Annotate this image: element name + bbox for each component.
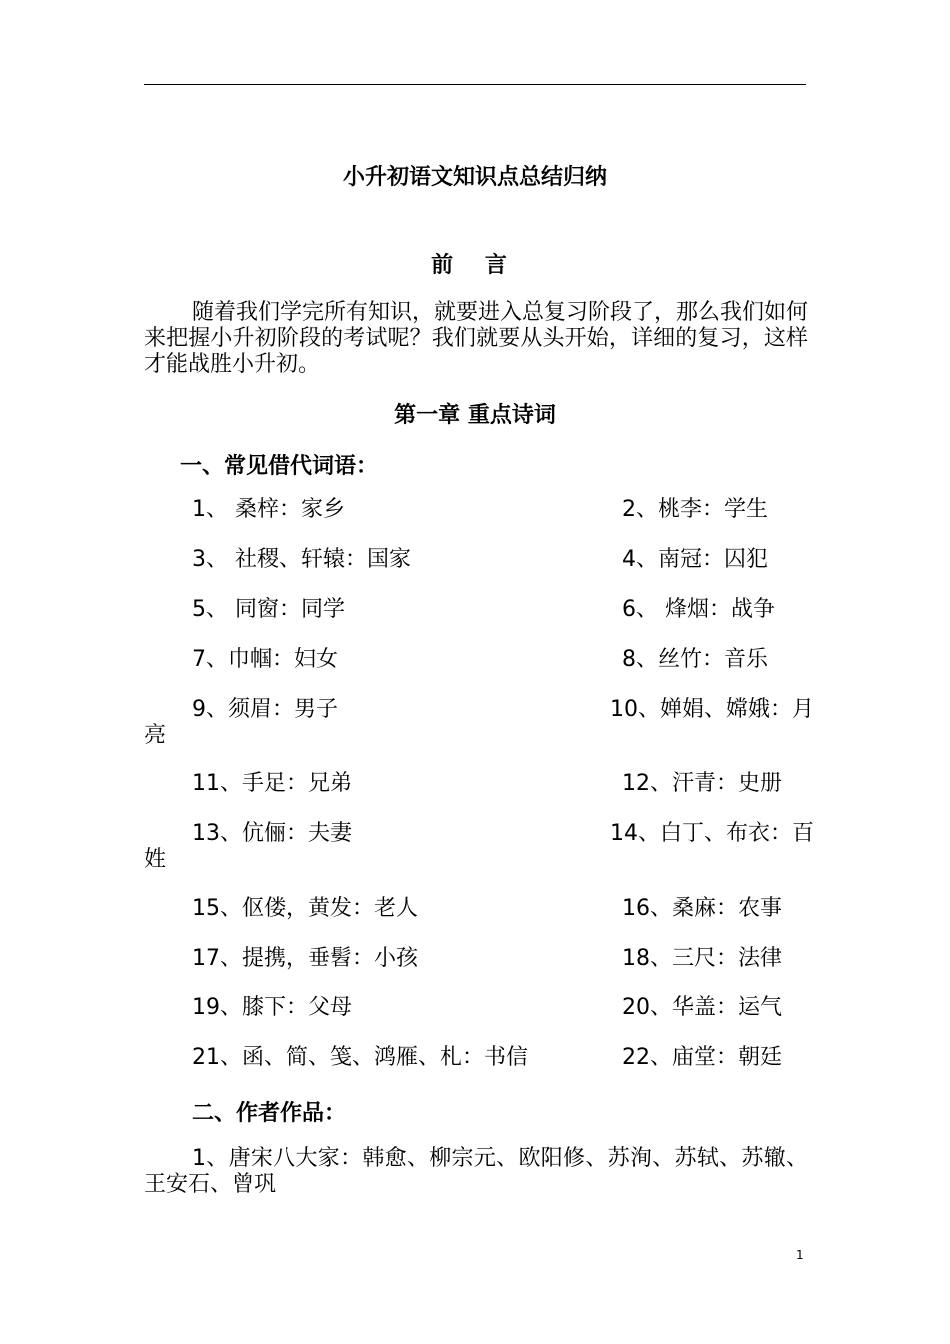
term-item: 19、膝下：父母: [192, 995, 352, 1020]
term-item: 13、伉俪：夫妻: [192, 821, 352, 846]
document-title: 小升初语文知识点总结归纳: [342, 165, 607, 190]
term-item-continuation: 姓: [144, 847, 167, 872]
term-item: 16、桑麻：农事: [622, 896, 782, 921]
section-heading-authors: 二、作者作品：: [192, 1101, 347, 1126]
preface-heading: 前 言: [431, 253, 519, 278]
term-item: 21、函、简、笺、鸿雁、札：书信: [192, 1045, 528, 1070]
term-item: 1、 桑梓：家乡: [192, 497, 345, 522]
term-item: 8、丝竹：音乐: [622, 647, 768, 672]
page-number: 1: [796, 1248, 804, 1262]
term-item-continuation: 亮: [144, 723, 167, 748]
term-item: 20、华盖：运气: [622, 995, 782, 1020]
term-item: 2、桃李：学生: [622, 497, 768, 522]
term-item: 7、巾帼：妇女: [192, 647, 338, 672]
term-item: 11、手足：兄弟: [192, 771, 352, 796]
term-item: 14、白丁、布衣：百: [610, 821, 814, 846]
preface-paragraph: 随着我们学完所有知识，就要进入总复习阶段了，那么我们如何来把握小升初阶段的考试呢？我们就要从头开始，详细的复习，这样才能战胜小升初。: [144, 300, 809, 377]
term-item: 10、婵娟、嫦娥：月: [610, 697, 814, 722]
term-item: 6、 烽烟：战争: [622, 597, 775, 622]
authors-paragraph: 1、唐宋八大家：韩愈、柳宗元、欧阳修、苏洵、苏轼、苏辙、王安石、曾巩: [144, 1146, 808, 1197]
chapter-heading: 第一章 重点诗词: [394, 403, 556, 428]
term-item: 12、汗青：史册: [622, 771, 782, 796]
header-rule: [144, 84, 806, 85]
section-heading-metonymy: 一、常见借代词语：: [180, 454, 379, 479]
term-item: 22、庙堂：朝廷: [622, 1045, 782, 1070]
term-item: 17、提携，垂髫：小孩: [192, 946, 418, 971]
term-item: 18、三尺：法律: [622, 946, 782, 971]
term-item: 4、南冠：囚犯: [622, 547, 768, 572]
term-item: 15、伛偻，黄发：老人: [192, 896, 418, 921]
term-item: 5、 同窗：同学: [192, 597, 345, 622]
term-item: 9、须眉：男子: [192, 697, 338, 722]
term-item: 3、 社稷、轩辕：国家: [192, 547, 411, 572]
